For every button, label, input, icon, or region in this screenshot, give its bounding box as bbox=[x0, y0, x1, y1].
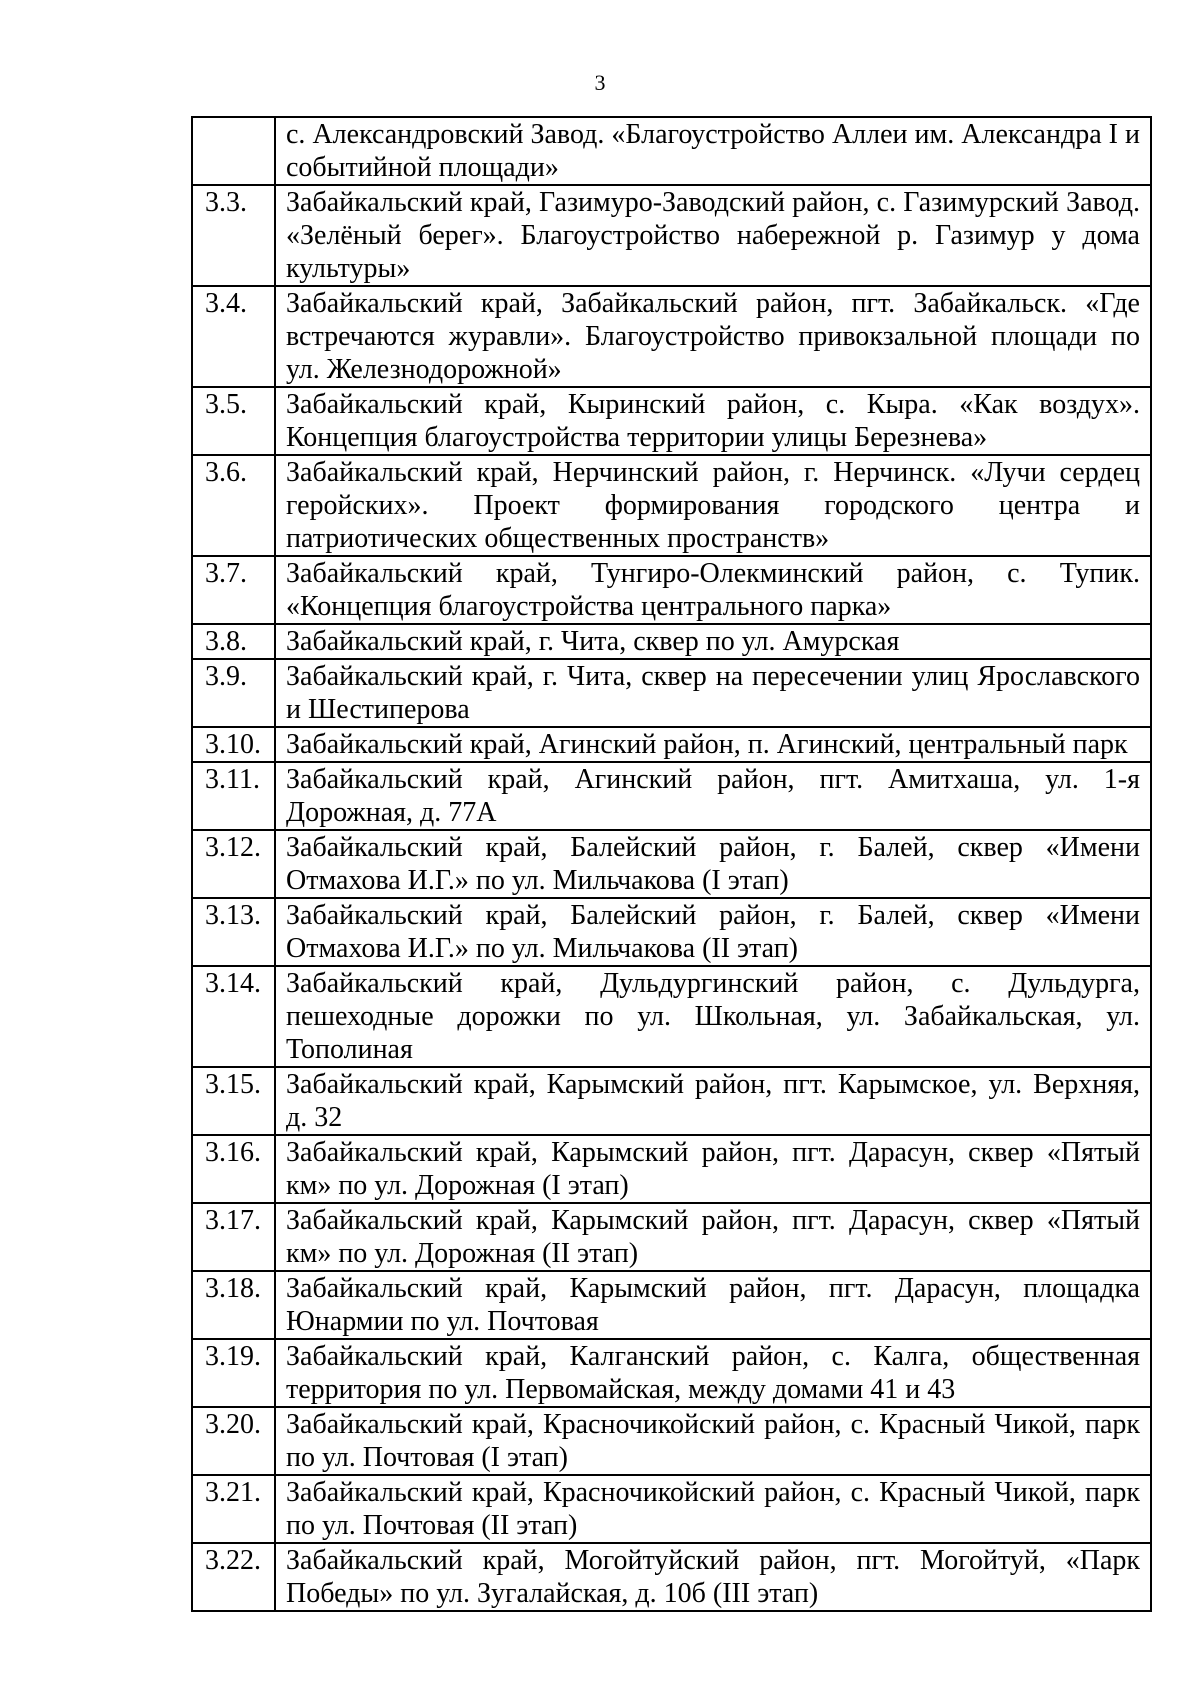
row-number: 3.16. bbox=[192, 1135, 275, 1203]
row-number: 3.5. bbox=[192, 387, 275, 455]
row-number: 3.20. bbox=[192, 1407, 275, 1475]
table-row bbox=[192, 762, 1151, 830]
row-number: 3.19. bbox=[192, 1339, 275, 1407]
row-number: 3.9. bbox=[192, 659, 275, 727]
table-row bbox=[192, 1475, 1151, 1543]
row-description: Забайкальский край, Калганский район, с. Калга, общественная территория по ул. Первомайская, между домами 41 и 43 bbox=[275, 1339, 1151, 1407]
table-row bbox=[192, 1067, 1151, 1135]
row-description: Забайкальский край, Кыринский район, с. Кыра. «Как воздух». Концепция благоустройства территории улицы Березнева» bbox=[275, 387, 1151, 455]
table-row bbox=[192, 659, 1151, 727]
table-row bbox=[192, 1135, 1151, 1203]
row-number: 3.12. bbox=[192, 830, 275, 898]
row-number: 3.7. bbox=[192, 556, 275, 624]
table-row bbox=[192, 286, 1151, 387]
row-description: Забайкальский край, Карымский район, пгт. Дарасун, площадка Юнармии по ул. Почтовая bbox=[275, 1271, 1151, 1339]
table-row bbox=[192, 1407, 1151, 1475]
row-number: 3.18. bbox=[192, 1271, 275, 1339]
row-number: 3.11. bbox=[192, 762, 275, 830]
table-row bbox=[192, 624, 1151, 659]
table-row bbox=[192, 1271, 1151, 1339]
table-row bbox=[192, 387, 1151, 455]
row-number: 3.15. bbox=[192, 1067, 275, 1135]
table-row bbox=[192, 455, 1151, 556]
table-row bbox=[192, 830, 1151, 898]
row-description: Забайкальский край, Дульдургинский район, с. Дульдурга, пешеходные дорожки по ул. Школьная, ул. Забайкальская, ул. Тополиная bbox=[275, 966, 1151, 1067]
row-description: Забайкальский край, Карымский район, пгт. Карымское, ул. Верхняя, д. 32 bbox=[275, 1067, 1151, 1135]
table-row bbox=[192, 1339, 1151, 1407]
row-number: 3.13. bbox=[192, 898, 275, 966]
row-description: Забайкальский край, Красночикойский район, с. Красный Чикой, парк по ул. Почтовая (I этап) bbox=[275, 1407, 1151, 1475]
row-number: 3.17. bbox=[192, 1203, 275, 1271]
row-description: Забайкальский край, Карымский район, пгт. Дарасун, сквер «Пятый км» по ул. Дорожная (II этап) bbox=[275, 1203, 1151, 1271]
row-number: 3.8. bbox=[192, 624, 275, 659]
row-number: 3.21. bbox=[192, 1475, 275, 1543]
row-number: 3.14. bbox=[192, 966, 275, 1067]
row-description: Забайкальский край, Балейский район, г. Балей, сквер «Имени Отмахова И.Г.» по ул. Мильчакова (I этап) bbox=[275, 830, 1151, 898]
table-row bbox=[192, 556, 1151, 624]
row-description: с. Александровский Завод. «Благоустройство Аллеи им. Александра I и событийной площади» bbox=[275, 117, 1151, 185]
row-description: Забайкальский край, г. Чита, сквер по ул. Амурская bbox=[275, 624, 1151, 659]
row-description: Забайкальский край, Карымский район, пгт. Дарасун, сквер «Пятый км» по ул. Дорожная (I этап) bbox=[275, 1135, 1151, 1203]
table-row bbox=[192, 898, 1151, 966]
table-row bbox=[192, 185, 1151, 286]
table-row bbox=[192, 727, 1151, 762]
table-row bbox=[192, 117, 1151, 185]
row-number: 3.10. bbox=[192, 727, 275, 762]
table-row bbox=[192, 1543, 1151, 1611]
row-description: Забайкальский край, Забайкальский район, пгт. Забайкальск. «Где встречаются журавли». Благоустройство привокзальной площади по ул. Железнодорожной» bbox=[275, 286, 1151, 387]
table-row bbox=[192, 966, 1151, 1067]
objects-table-body bbox=[192, 117, 1151, 1611]
objects-table bbox=[191, 116, 1152, 1612]
row-description: Забайкальский край, Тунгиро-Олекминский район, с. Тупик. «Концепция благоустройства центрального парка» bbox=[275, 556, 1151, 624]
row-description: Забайкальский край, Газимуро-Заводский район, с. Газимурский Завод. «Зелёный берег». Благоустройство набережной р. Газимур у дома культуры» bbox=[275, 185, 1151, 286]
row-number bbox=[192, 117, 275, 185]
row-number: 3.3. bbox=[192, 185, 275, 286]
table-row bbox=[192, 1203, 1151, 1271]
row-description: Забайкальский край, Нерчинский район, г. Нерчинск. «Лучи сердец геройских». Проект формирования городского центра и патриотических общественных пространств» bbox=[275, 455, 1151, 556]
row-description: Забайкальский край, Агинский район, п. Агинский, центральный парк bbox=[275, 727, 1151, 762]
row-number: 3.4. bbox=[192, 286, 275, 387]
page-number: 3 bbox=[594, 70, 606, 95]
row-description: Забайкальский край, Балейский район, г. Балей, сквер «Имени Отмахова И.Г.» по ул. Мильчакова (II этап) bbox=[275, 898, 1151, 966]
row-description: Забайкальский край, Красночикойский район, с. Красный Чикой, парк по ул. Почтовая (II этап) bbox=[275, 1475, 1151, 1543]
row-description: Забайкальский край, г. Чита, сквер на пересечении улиц Ярославского и Шестиперова bbox=[275, 659, 1151, 727]
row-number: 3.22. bbox=[192, 1543, 275, 1611]
row-description: Забайкальский край, Агинский район, пгт. Амитхаша, ул. 1-я Дорожная, д. 77А bbox=[275, 762, 1151, 830]
row-number: 3.6. bbox=[192, 455, 275, 556]
row-description: Забайкальский край, Могойтуйский район, пгт. Могойтуй, «Парк Победы» по ул. Зугалайская, д. 10б (III этап) bbox=[275, 1543, 1151, 1611]
